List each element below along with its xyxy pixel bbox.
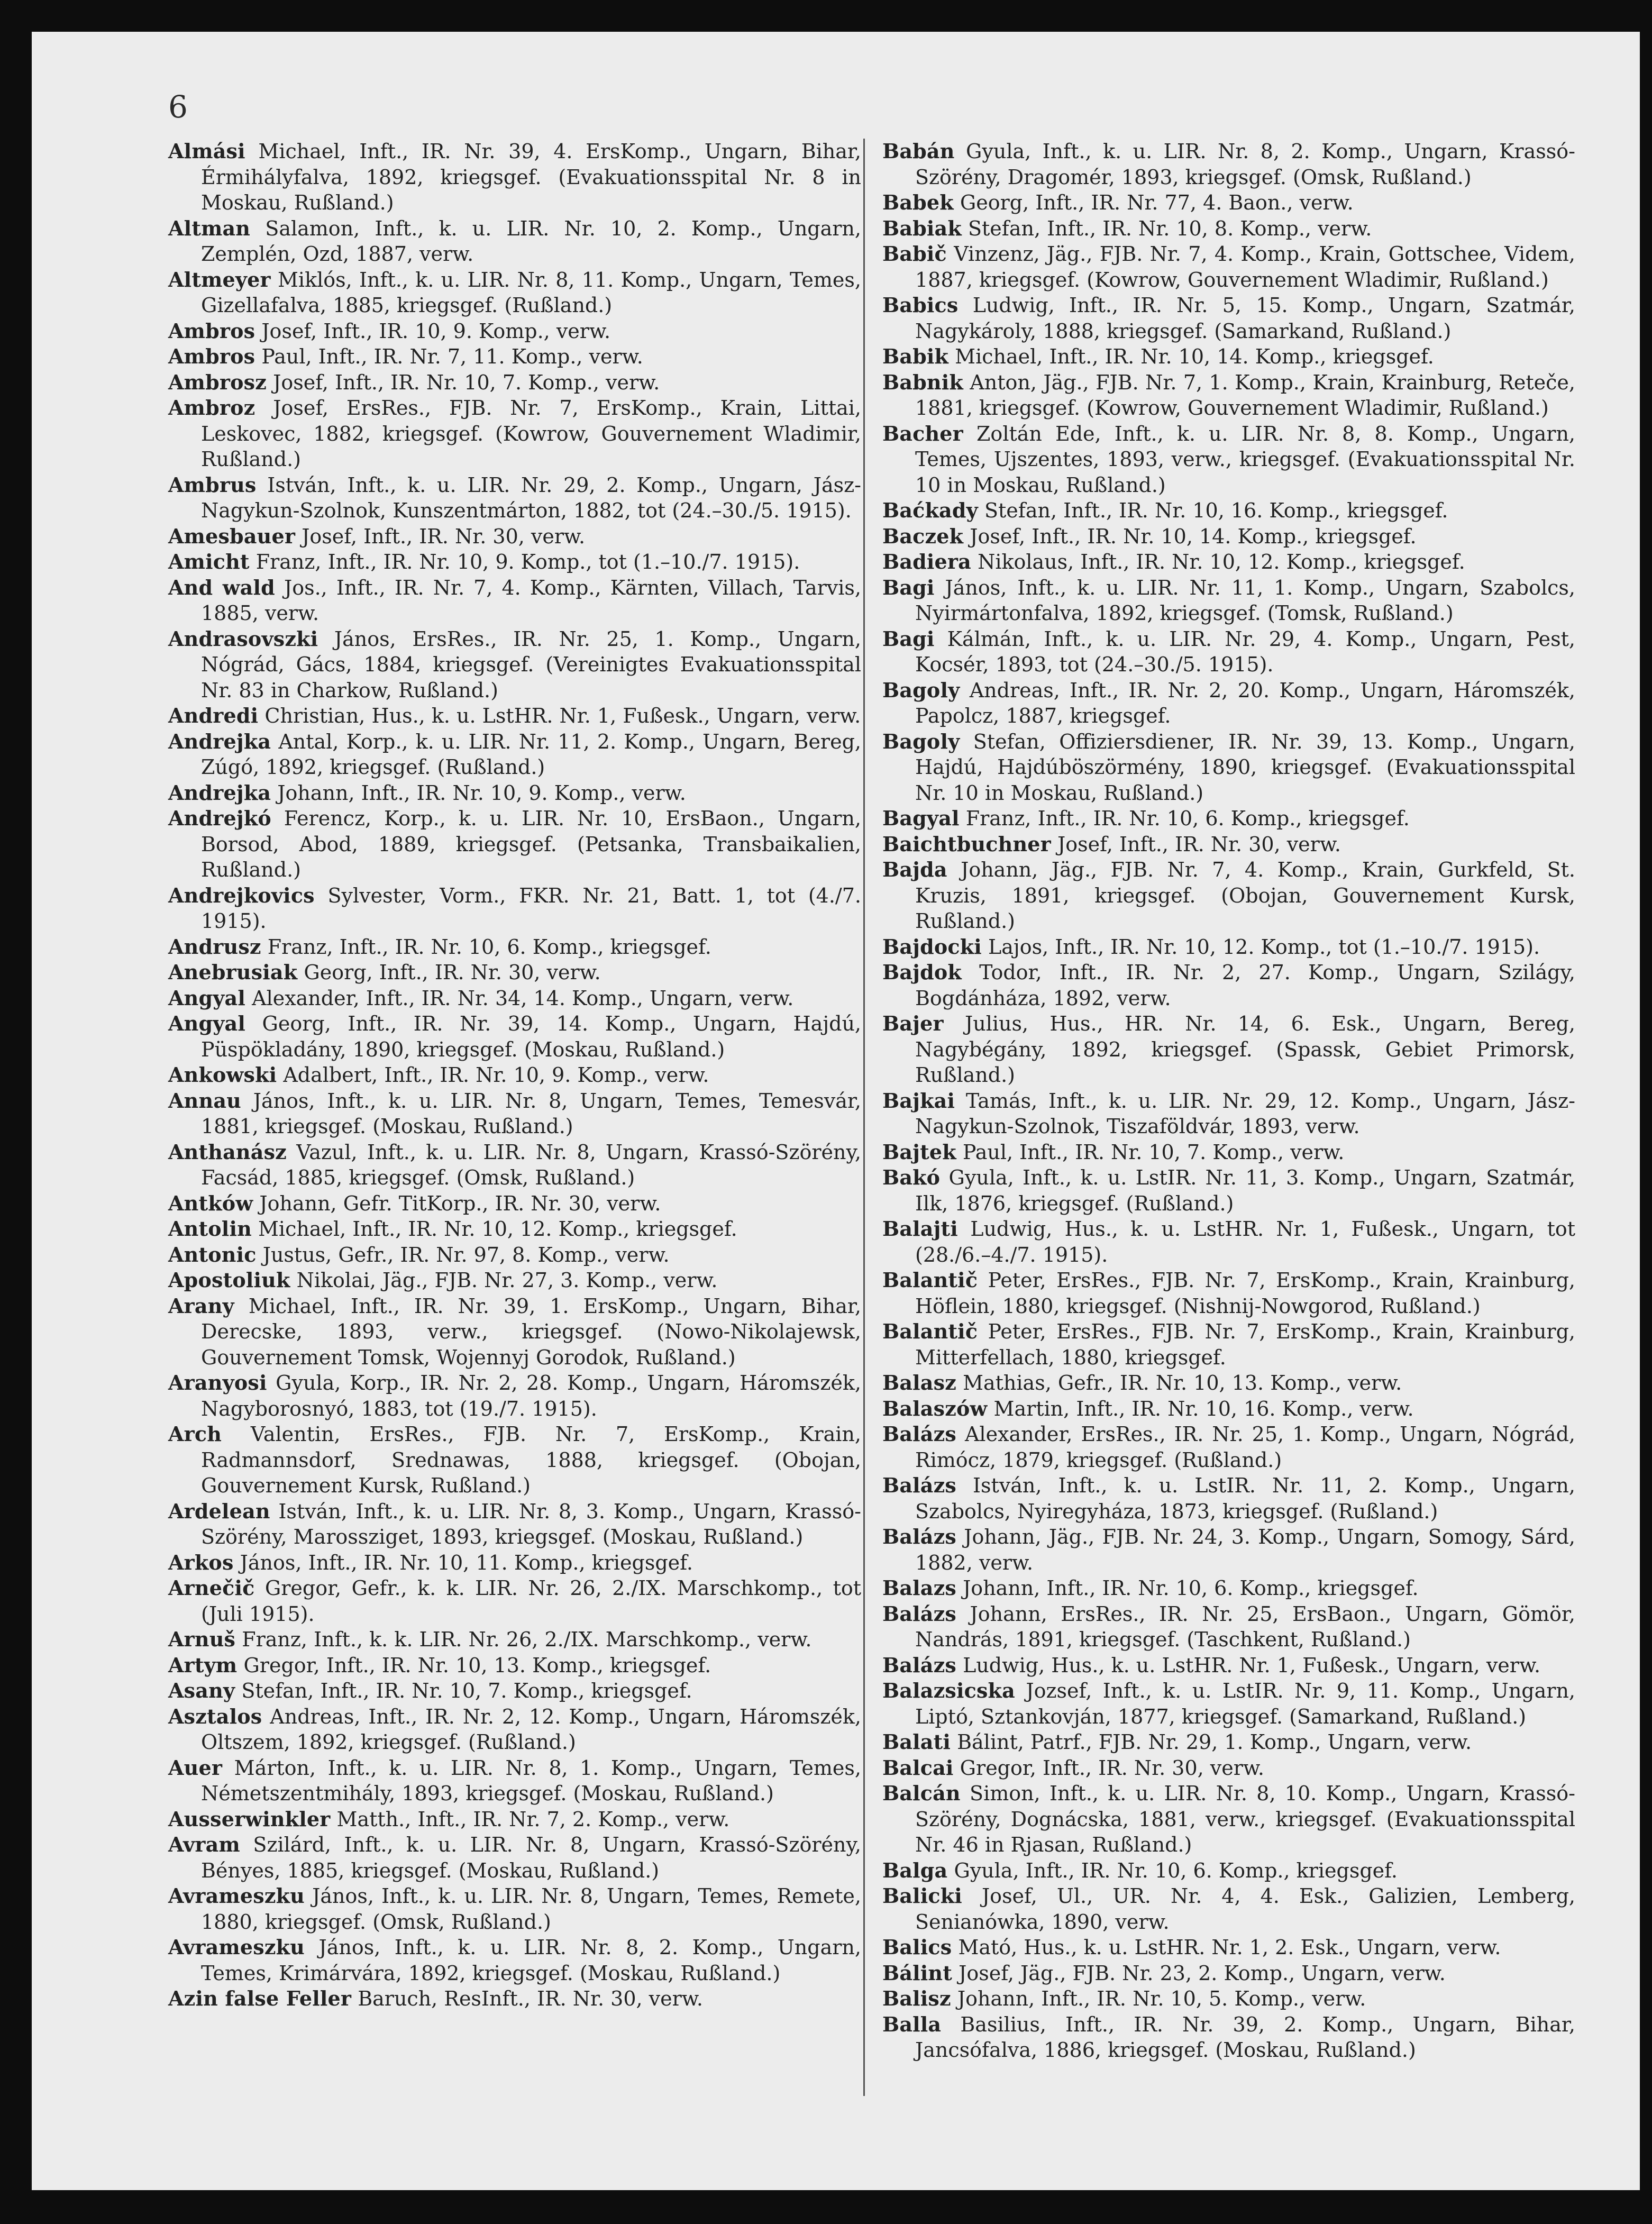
entry-details: Peter, ErsRes., FJB. Nr. 7, ErsKomp., Krain, Krainburg, Höflein, 1880, kriegsgef. (Nishnij-Nowgorod, Rußland.) <box>915 1269 1575 1318</box>
entry-surname: Andrusz <box>168 934 261 959</box>
list-entry <box>168 960 861 986</box>
list-entry <box>168 1704 861 1755</box>
entry-details: Nikolai, Jäg., FJB. Nr. 27, 3. Komp., verw. <box>296 1269 718 1292</box>
list-entry <box>168 318 861 344</box>
entry-surname: Anebrusiak <box>168 960 298 984</box>
entry-details: Ludwig, Hus., k. u. LstHR. Nr. 1, Fußesk., Ungarn, verw. <box>963 1653 1541 1677</box>
list-entry <box>168 806 861 883</box>
list-entry <box>882 1140 1575 1165</box>
entry-surname: Babics <box>882 293 959 317</box>
list-entry <box>882 575 1575 626</box>
entry-details: István, Inft., k. u. LIR. Nr. 29, 2. Komp., Ungarn, Jász-Nagykun-Szolnok, Kunszentmárton, 1882, tot (24.–30./5. 1915). <box>201 473 861 522</box>
entry-surname: Arkos <box>168 1550 234 1574</box>
list-entry <box>168 1370 861 1421</box>
entry-surname: Annau <box>168 1088 241 1113</box>
entry-details: Johann, Inft., IR. Nr. 10, 5. Komp., verw. <box>957 1987 1366 2010</box>
entry-details: Ludwig, Inft., IR. Nr. 5, 15. Komp., Ungarn, Szatmár, Nagykároly, 1888, kriegsgef. (Samarkand, Rußland.) <box>915 294 1575 343</box>
list-entry <box>168 780 861 806</box>
entry-details: Basilius, Inft., IR. Nr. 39, 2. Komp., Ungarn, Bihar, Jancsófalva, 1886, kriegsgef. (Moskau, Rußland.) <box>915 2012 1575 2062</box>
entry-surname: Ambrosz <box>168 370 267 394</box>
list-entry <box>882 1165 1575 1216</box>
list-entry <box>882 1653 1575 1679</box>
entry-surname: Balga <box>882 1858 948 1882</box>
list-entry <box>882 1781 1575 1858</box>
entry-surname: Balicki <box>882 1884 962 1908</box>
list-entry <box>882 806 1575 832</box>
entry-details: Szilárd, Inft., k. u. LIR. Nr. 8, Ungarn, Krassó-Szörény, Bényes, 1885, kriegsgef. (Moskau, Rußland.) <box>201 1833 861 1882</box>
entry-details: Peter, ErsRes., FJB. Nr. 7, ErsKomp., Krain, Krainburg, Mitterfellach, 1880, kriegsgef. <box>915 1320 1575 1369</box>
entry-surname: Balázs <box>882 1422 956 1446</box>
entry-surname: Arnuš <box>168 1627 236 1651</box>
entry-details: Paul, Inft., IR. Nr. 7, 11. Komp., verw. <box>261 345 643 368</box>
entry-details: Johann, Gefr. TitKorp., IR. Nr. 30, verw. <box>259 1191 661 1215</box>
entry-surname: Babek <box>882 190 954 214</box>
list-entry <box>168 1883 861 1935</box>
list-entry <box>168 1678 861 1704</box>
list-entry <box>882 1883 1575 1935</box>
entry-details: Franz, Inft., IR. Nr. 10, 6. Komp., kriegsgef. <box>267 935 711 959</box>
entry-surname: Ambros <box>168 318 255 343</box>
entry-details: Johann, Jäg., FJB. Nr. 7, 4. Komp., Krain, Gurkfeld, St. Kruzis, 1891, kriegsgef. (Obojan, Gouvernement Kursk, Rußland.) <box>915 858 1575 933</box>
entry-details: Andreas, Inft., IR. Nr. 2, 20. Komp., Ungarn, Háromszék, Papolcz, 1887, kriegsgef. <box>915 678 1575 727</box>
entry-surname: Baichtbuchner <box>882 832 1051 856</box>
entry-details: Johann, ErsRes., IR. Nr. 25, ErsBaon., Ungarn, Gömör, Nandrás, 1891, kriegsgef. (Taschkent, Rußland.) <box>915 1602 1575 1651</box>
list-entry <box>168 883 861 934</box>
entry-details: Gregor, Inft., IR. Nr. 30, verw. <box>960 1756 1264 1780</box>
entry-details: Márton, Inft., k. u. LIR. Nr. 8, 1. Komp., Ungarn, Temes, Németszentmihály, 1893, kriegsgef. (Moskau, Rußland.) <box>201 1756 861 1805</box>
entry-details: Michael, Inft., IR. Nr. 39, 4. ErsKomp., Ungarn, Bihar, Érmihályfalva, 1892, kriegsgef. (Evakuationsspital Nr. 8 in Moskau, Rußland.) <box>201 140 861 214</box>
list-entry <box>882 498 1575 524</box>
list-entry <box>882 1370 1575 1396</box>
entry-surname: Ambros <box>168 344 255 368</box>
entry-surname: Antków <box>168 1191 253 1215</box>
entry-surname: Balla <box>882 2012 942 2036</box>
list-entry <box>882 1473 1575 1524</box>
list-entry <box>168 524 861 550</box>
entry-details: Jos., Inft., IR. Nr. 7, 4. Komp., Kärnten, Villach, Tarvis, 1885, verw. <box>201 576 861 625</box>
entry-surname: Azin false Feller <box>168 1986 352 2010</box>
list-entry <box>882 241 1575 293</box>
entry-details: Miklós, Inft., k. u. LIR. Nr. 8, 11. Komp., Ungarn, Temes, Gizellafalva, 1885, kriegsgef. (Rußland.) <box>201 268 861 317</box>
list-entry <box>882 1011 1575 1088</box>
entry-details: János, Inft., IR. Nr. 10, 11. Komp., kriegsgef. <box>240 1551 693 1574</box>
entry-details: Johann, Inft., IR. Nr. 10, 9. Komp., verw. <box>277 781 686 805</box>
entry-surname: Almási <box>168 139 245 163</box>
entry-surname: And wald <box>168 575 275 599</box>
entry-details: Gyula, Inft., k. u. LIR. Nr. 8, 2. Komp., Ungarn, Krassó-Szörény, Dragomér, 1893, kriegsgef. (Omsk, Rußland.) <box>915 140 1575 189</box>
list-entry <box>168 549 861 575</box>
list-entry <box>882 2012 1575 2063</box>
entry-surname: Balasz <box>882 1371 956 1394</box>
list-entry <box>168 1627 861 1653</box>
entry-surname: Artym <box>168 1653 238 1677</box>
entry-surname: Apostoliuk <box>168 1268 290 1292</box>
list-entry <box>168 395 861 472</box>
column-divider <box>863 139 865 2096</box>
entry-details: Lajos, Inft., IR. Nr. 10, 12. Komp., tot (1.–10./7. 1915). <box>988 935 1540 959</box>
entry-details: Nikolaus, Inft., IR. Nr. 10, 12. Komp., kriegsgef. <box>978 550 1465 573</box>
entry-surname: Amesbauer <box>168 524 296 548</box>
list-entry <box>168 1807 861 1833</box>
entry-details: Franz, Inft., IR. Nr. 10, 9. Komp., tot (1.–10./7. 1915). <box>255 550 800 573</box>
entry-surname: Balcán <box>882 1781 961 1805</box>
entry-details: Vinzenz, Jäg., FJB. Nr. 7, 4. Komp., Krain, Gottschee, Videm, 1887, kriegsgef. (Kowrow, Gouvernement Wladimir, Rußland.) <box>915 242 1575 291</box>
entry-surname: Balazsicska <box>882 1679 1015 1702</box>
entry-details: János, Inft., k. u. LIR. Nr. 11, 1. Komp., Ungarn, Szabolcs, Nyirmártonfalva, 1892, kriegsgef. (Tomsk, Rußland.) <box>915 576 1575 625</box>
entry-details: Franz, Inft., k. k. LIR. Nr. 26, 2./IX. Marschkomp., verw. <box>242 1628 812 1651</box>
entry-surname: Andrejkovics <box>168 883 315 907</box>
entry-details: János, Inft., k. u. LIR. Nr. 8, Ungarn, Temes, Remete, 1880, kriegsgef. (Omsk, Rußland.) <box>201 1884 861 1934</box>
entry-surname: Asztalos <box>168 1704 262 1728</box>
entry-details: Josef, Jäg., FJB. Nr. 23, 2. Komp., Ungarn, verw. <box>959 1961 1446 1985</box>
list-entry <box>882 678 1575 729</box>
list-entry <box>168 1191 861 1217</box>
entry-details: Tamás, Inft., k. u. LIR. Nr. 29, 12. Komp., Ungarn, Jász-Nagykun-Szolnok, Tiszaföldvár, 1893, verw. <box>915 1089 1575 1138</box>
list-entry <box>168 1421 861 1499</box>
entry-surname: Antolin <box>168 1217 252 1241</box>
list-entry <box>882 421 1575 498</box>
entry-details: János, Inft., k. u. LIR. Nr. 8, Ungarn, Temes, Temesvár, 1881, kriegsgef. (Moskau, Rußland.) <box>201 1089 861 1138</box>
list-entry <box>168 1755 861 1807</box>
list-entry <box>882 216 1575 242</box>
entry-surname: Ambroz <box>168 396 255 420</box>
entry-details: Franz, Inft., IR. Nr. 10, 6. Komp., kriegsgef. <box>965 807 1410 830</box>
entry-details: Simon, Inft., k. u. LIR. Nr. 8, 10. Komp., Ungarn, Krassó-Szörény, Dognácska, 1881, verw., kriegsgef. (Evakuationsspital Nr. 46 in Rjasan, Rußland.) <box>915 1782 1575 1856</box>
entry-details: Martin, Inft., IR. Nr. 10, 16. Komp., verw. <box>993 1397 1414 1420</box>
list-entry <box>882 1216 1575 1268</box>
entry-details: Georg, Inft., IR. Nr. 39, 14. Komp., Ungarn, Hajdú, Püspökladány, 1890, kriegsgef. (Moskau, Rußland.) <box>201 1012 861 1061</box>
entry-details: Julius, Hus., HR. Nr. 14, 6. Esk., Ungarn, Bereg, Nagybégány, 1892, kriegsgef. (Spassk, Gebiet Primorsk, Rußland.) <box>915 1012 1575 1087</box>
entry-surname: Arany <box>168 1293 234 1318</box>
entry-surname: Andrejka <box>168 729 271 753</box>
list-entry <box>882 1268 1575 1319</box>
list-entry <box>882 1319 1575 1370</box>
entry-surname: Baczek <box>882 524 964 548</box>
entry-surname: Balantič <box>882 1268 978 1292</box>
list-entry <box>168 1832 861 1883</box>
list-entry <box>882 524 1575 550</box>
entry-surname: Babič <box>882 242 947 266</box>
entry-details: Ludwig, Hus., k. u. LstHR. Nr. 1, Fußesk., Ungarn, tot (28./6.–4./7. 1915). <box>915 1217 1575 1266</box>
entry-details: Alexander, Inft., IR. Nr. 34, 14. Komp., Ungarn, verw. <box>252 986 794 1010</box>
entry-surname: Bakó <box>882 1165 941 1189</box>
entry-details: Johann, Inft., IR. Nr. 10, 6. Komp., kriegsgef. <box>963 1576 1419 1600</box>
entry-surname: Ardelean <box>168 1499 270 1523</box>
entry-details: Paul, Inft., IR. Nr. 10, 7. Komp., verw. <box>962 1140 1345 1164</box>
list-entry <box>882 626 1575 678</box>
entry-surname: Babán <box>882 139 955 163</box>
entry-details: Anton, Jäg., FJB. Nr. 7, 1. Komp., Krain, Krainburg, Reteče, 1881, kriegsgef. (Kowrow, Gouvernement Wladimir, Rußland.) <box>915 370 1575 420</box>
list-entry <box>882 1524 1575 1575</box>
entry-surname: Bajkai <box>882 1088 955 1113</box>
entry-surname: Balics <box>882 1935 952 1959</box>
entry-surname: Badiera <box>882 550 971 573</box>
list-entry <box>168 1088 861 1140</box>
entry-details: Gyula, Inft., k. u. LstIR. Nr. 11, 3. Komp., Ungarn, Szatmár, Ilk, 1876, kriegsgef. (Rußland.) <box>915 1166 1575 1215</box>
page-number: 6 <box>168 89 188 125</box>
entry-details: Johann, Jäg., FJB. Nr. 24, 3. Komp., Ungarn, Somogy, Sárd, 1882, verw. <box>915 1525 1575 1574</box>
entry-surname: Balazs <box>882 1576 956 1600</box>
entry-surname: Asany <box>168 1679 235 1702</box>
entry-details: Antal, Korp., k. u. LIR. Nr. 11, 2. Komp., Ungarn, Bereg, Zúgó, 1892, kriegsgef. (Rußland.) <box>201 730 861 779</box>
entry-details: Josef, Inft., IR. Nr. 10, 14. Komp., kriegsgef. <box>970 524 1417 548</box>
entry-surname: Andrejka <box>168 780 271 805</box>
entry-surname: Altman <box>168 216 251 240</box>
entry-surname: Bajda <box>882 858 947 881</box>
list-entry <box>882 549 1575 575</box>
entry-details: Gregor, Inft., IR. Nr. 10, 13. Komp., kriegsgef. <box>243 1653 711 1677</box>
entry-surname: Bagoly <box>882 729 960 753</box>
list-entry <box>882 1088 1575 1140</box>
entry-details: Josef, Ul., UR. Nr. 4, 4. Esk., Galizien, Lemberg, Senianówka, 1890, verw. <box>915 1884 1575 1934</box>
entry-surname: Baćkady <box>882 498 978 522</box>
list-entry <box>882 1601 1575 1653</box>
entry-details: Stefan, Offiziersdiener, IR. Nr. 39, 13. Komp., Ungarn, Hajdú, Hajdúböszörmény, 1890, kriegsgef. (Evakuationsspital Nr. 10 in Moskau, Rußland.) <box>915 730 1575 805</box>
list-entry <box>882 1935 1575 1961</box>
list-entry <box>882 1961 1575 1986</box>
list-entry <box>882 1396 1575 1422</box>
list-entry <box>168 575 861 626</box>
entry-details: István, Inft., k. u. LIR. Nr. 8, 3. Komp., Ungarn, Krassó-Szörény, Marossziget, 1893, kriegsgef. (Moskau, Rußland.) <box>201 1499 861 1548</box>
entry-surname: Bagi <box>882 626 935 651</box>
entry-surname: Amicht <box>168 550 250 573</box>
entry-surname: Anthanász <box>168 1140 287 1164</box>
list-entry <box>168 1293 861 1371</box>
list-entry <box>168 1062 861 1088</box>
list-entry <box>168 370 861 396</box>
entry-details: Mathias, Gefr., IR. Nr. 10, 13. Komp., verw. <box>963 1371 1402 1394</box>
entry-surname: Avram <box>168 1833 240 1856</box>
entry-surname: Avrameszku <box>168 1935 305 1959</box>
entry-surname: Babnik <box>882 370 963 394</box>
entry-details: Gyula, Korp., IR. Nr. 2, 28. Komp., Ungarn, Háromszék, Nagyborosnyó, 1883, tot (19./7. 1915). <box>201 1371 861 1420</box>
entry-details: Michael, Inft., IR. Nr. 10, 12. Komp., kriegsgef. <box>258 1217 737 1241</box>
right-column <box>882 139 1575 2063</box>
entry-details: Todor, Inft., IR. Nr. 2, 27. Komp., Ungarn, Szilágy, Bogdánháza, 1892, verw. <box>915 961 1575 1010</box>
entry-surname: Balcai <box>882 1755 954 1780</box>
entry-details: Vazul, Inft., k. u. LIR. Nr. 8, Ungarn, Krassó-Szörény, Facsád, 1885, kriegsgef. (Omsk, Rußland.) <box>201 1140 861 1189</box>
entry-details: Michael, Inft., IR. Nr. 10, 14. Komp., kriegsgef. <box>955 345 1434 368</box>
entry-surname: Balati <box>882 1730 951 1754</box>
entry-details: Georg, Inft., IR. Nr. 30, verw. <box>304 961 601 984</box>
entry-details: Valentin, ErsRes., FJB. Nr. 7, ErsKomp., Krain, Radmannsdorf, Srednawas, 1888, kriegsgef. (Obojan, Gouvernement Kursk, Rußland.) <box>201 1423 861 1497</box>
entry-surname: Bacher <box>882 421 963 445</box>
entry-surname: Babik <box>882 344 949 368</box>
entry-details: Justus, Gefr., IR. Nr. 97, 8. Komp., verw. <box>262 1243 670 1266</box>
list-entry <box>168 344 861 370</box>
entry-surname: Auer <box>168 1755 223 1780</box>
list-entry <box>168 1216 861 1242</box>
entry-details: Alexander, ErsRes., IR. Nr. 25, 1. Komp., Ungarn, Nógrád, Rimócz, 1879, kriegsgef. (Rußland.) <box>915 1423 1575 1472</box>
list-entry <box>168 934 861 960</box>
list-entry <box>882 1858 1575 1884</box>
list-entry <box>882 1575 1575 1601</box>
entry-details: Baruch, ResInft., IR. Nr. 30, verw. <box>358 1987 703 2010</box>
entry-surname: Andredi <box>168 704 259 727</box>
entry-surname: Balisz <box>882 1986 951 2010</box>
entry-details: Adalbert, Inft., IR. Nr. 10, 9. Komp., verw. <box>283 1063 709 1087</box>
list-entry <box>168 1575 861 1627</box>
list-entry <box>882 139 1575 190</box>
list-entry <box>168 1550 861 1576</box>
entry-details: Christian, Hus., k. u. LstHR. Nr. 1, Fußesk., Ungarn, verw. <box>264 704 861 727</box>
entry-surname: Balázs <box>882 1601 956 1626</box>
entry-details: Salamon, Inft., k. u. LIR. Nr. 10, 2. Komp., Ungarn, Zemplén, Ozd, 1887, verw. <box>201 216 861 266</box>
entry-details: Bálint, Patrf., FJB. Nr. 29, 1. Komp., Ungarn, verw. <box>957 1730 1472 1754</box>
list-entry <box>882 960 1575 1011</box>
entry-surname: Aranyosi <box>168 1371 267 1394</box>
entry-details: István, Inft., k. u. LstIR. Nr. 11, 2. Komp., Ungarn, Szabolcs, Nyiregyháza, 1873, kriegsgef. (Rußland.) <box>915 1474 1575 1523</box>
entry-details: Stefan, Inft., IR. Nr. 10, 16. Komp., kriegsgef. <box>984 499 1448 522</box>
entry-details: Kálmán, Inft., k. u. LIR. Nr. 29, 4. Komp., Ungarn, Pest, Kocsér, 1893, tot (24.–30./5. 1915). <box>915 627 1575 676</box>
list-entry <box>168 626 861 704</box>
list-entry <box>882 729 1575 806</box>
entry-surname: Balázs <box>882 1653 956 1677</box>
entry-details: Jozsef, Inft., k. u. LstIR. Nr. 9, 11. Komp., Ungarn, Liptó, Sztankovján, 1877, kriegsgef. (Samarkand, Rußland.) <box>915 1679 1575 1728</box>
entry-surname: Balajti <box>882 1217 958 1241</box>
list-entry <box>168 1140 861 1191</box>
entry-surname: Balázs <box>882 1473 956 1497</box>
entry-surname: Andrejkó <box>168 806 271 830</box>
entry-details: Josef, Inft., IR. Nr. 30, verw. <box>1057 832 1341 856</box>
entry-surname: Bagi <box>882 575 935 599</box>
entry-details: Josef, Inft., IR. 10, 9. Komp., verw. <box>261 319 611 343</box>
entry-surname: Bajer <box>882 1011 944 1035</box>
entry-details: Gregor, Gefr., k. k. LIR. Nr. 26, 2./IX. Marschkomp., tot (Juli 1915). <box>201 1576 861 1626</box>
entry-surname: Angyal <box>168 1011 246 1035</box>
list-entry <box>882 832 1575 858</box>
list-entry <box>168 1986 861 2012</box>
entry-surname: Bálint <box>882 1961 952 1985</box>
entry-surname: Bajtek <box>882 1140 956 1164</box>
entry-details: Josef, Inft., IR. Nr. 10, 7. Komp., verw. <box>273 370 660 394</box>
entry-details: Andreas, Inft., IR. Nr. 2, 12. Komp., Ungarn, Háromszék, Oltszem, 1892, kriegsgef. (Rußland.) <box>201 1705 861 1754</box>
list-entry <box>168 1011 861 1062</box>
entry-details: Gyula, Inft., IR. Nr. 10, 6. Komp., kriegsgef. <box>954 1858 1398 1882</box>
entry-surname: Babiak <box>882 216 962 240</box>
entry-surname: Altmeyer <box>168 267 271 291</box>
list-entry <box>168 986 861 1011</box>
entry-surname: Antonic <box>168 1242 257 1266</box>
entry-details: Stefan, Inft., IR. Nr. 10, 8. Komp., verw. <box>968 216 1372 240</box>
entry-details: Matth., Inft., IR. Nr. 7, 2. Komp., verw. <box>336 1807 730 1831</box>
list-entry <box>168 1935 861 1986</box>
list-entry <box>168 216 861 267</box>
list-entry <box>882 934 1575 960</box>
entry-details: Zoltán Ede, Inft., k. u. LIR. Nr. 8, 8. Komp., Ungarn, Temes, Ujszentes, 1893, verw., kriegsgef. (Evakuationsspital Nr. 10 in Moskau, Rußland.) <box>915 422 1575 497</box>
entry-surname: Arch <box>168 1422 222 1446</box>
entry-surname: Balantič <box>882 1319 978 1343</box>
entry-details: János, Inft., k. u. LIR. Nr. 8, 2. Komp., Ungarn, Temes, Krimárvára, 1892, kriegsgef. (Moskau, Rußland.) <box>201 1936 861 1985</box>
left-column <box>168 139 861 2012</box>
entry-surname: Ausserwinkler <box>168 1807 331 1831</box>
entry-surname: Angyal <box>168 986 246 1010</box>
entry-details: János, ErsRes., IR. Nr. 25, 1. Komp., Ungarn, Nógrád, Gács, 1884, kriegsgef. (Vereinigtes Evakuationsspital Nr. 83 in Charkow, Rußland.) <box>201 627 861 702</box>
entry-surname: Arnečič <box>168 1576 255 1600</box>
entry-surname: Balaszów <box>882 1396 988 1420</box>
list-entry <box>882 1729 1575 1755</box>
list-entry <box>882 1421 1575 1473</box>
entry-surname: Bajdok <box>882 960 962 984</box>
list-entry <box>168 1268 861 1293</box>
entry-details: Stefan, Inft., IR. Nr. 10, 7. Komp., kriegsgef. <box>241 1679 692 1702</box>
list-entry <box>168 703 861 729</box>
entry-details: Georg, Inft., IR. Nr. 77, 4. Baon., verw. <box>960 191 1354 214</box>
list-entry <box>882 344 1575 370</box>
entry-surname: Avrameszku <box>168 1884 305 1908</box>
list-entry <box>882 370 1575 421</box>
list-entry <box>882 293 1575 344</box>
list-entry <box>168 1242 861 1268</box>
entry-surname: Ankowski <box>168 1063 277 1087</box>
entry-surname: Bagoly <box>882 678 960 702</box>
list-entry <box>882 1986 1575 2012</box>
list-entry <box>882 190 1575 216</box>
list-entry <box>168 1653 861 1679</box>
entry-details: Mató, Hus., k. u. LstHR. Nr. 1, 2. Esk., Ungarn, verw. <box>958 1936 1501 1959</box>
list-entry <box>168 472 861 524</box>
list-entry <box>168 139 861 216</box>
entry-details: Josef, Inft., IR. Nr. 30, verw. <box>302 524 586 548</box>
list-entry <box>882 857 1575 934</box>
entry-surname: Balázs <box>882 1525 956 1548</box>
entry-surname: Ambrus <box>168 472 257 497</box>
list-entry <box>168 1499 861 1550</box>
list-entry <box>168 267 861 318</box>
list-entry <box>168 729 861 780</box>
list-entry <box>882 1755 1575 1781</box>
list-entry <box>882 1678 1575 1729</box>
entry-details: Josef, ErsRes., FJB. Nr. 7, ErsKomp., Krain, Littai, Leskovec, 1882, kriegsgef. (Kowrow, Gouvernement Wladimir, Rußland.) <box>201 396 861 471</box>
entry-surname: Andrasovszki <box>168 626 318 651</box>
entry-details: Sylvester, Vorm., FKR. Nr. 21, Batt. 1, tot (4./7. 1915). <box>201 883 861 933</box>
entry-surname: Bajdocki <box>882 934 982 959</box>
entry-details: Michael, Inft., IR. Nr. 39, 1. ErsKomp., Ungarn, Bihar, Derecske, 1893, verw., kriegsgef. (Nowo-Nikolajewsk, Gouvernement Tomsk, Wojennyj Gorodok, Rußland.) <box>201 1294 861 1369</box>
entry-surname: Bagyal <box>882 806 960 830</box>
entry-details: Ferencz, Korp., k. u. LIR. Nr. 10, ErsBaon., Ungarn, Borsod, Abod, 1889, kriegsgef. (Petsanka, Transbaikalien, Rußland.) <box>201 807 861 881</box>
